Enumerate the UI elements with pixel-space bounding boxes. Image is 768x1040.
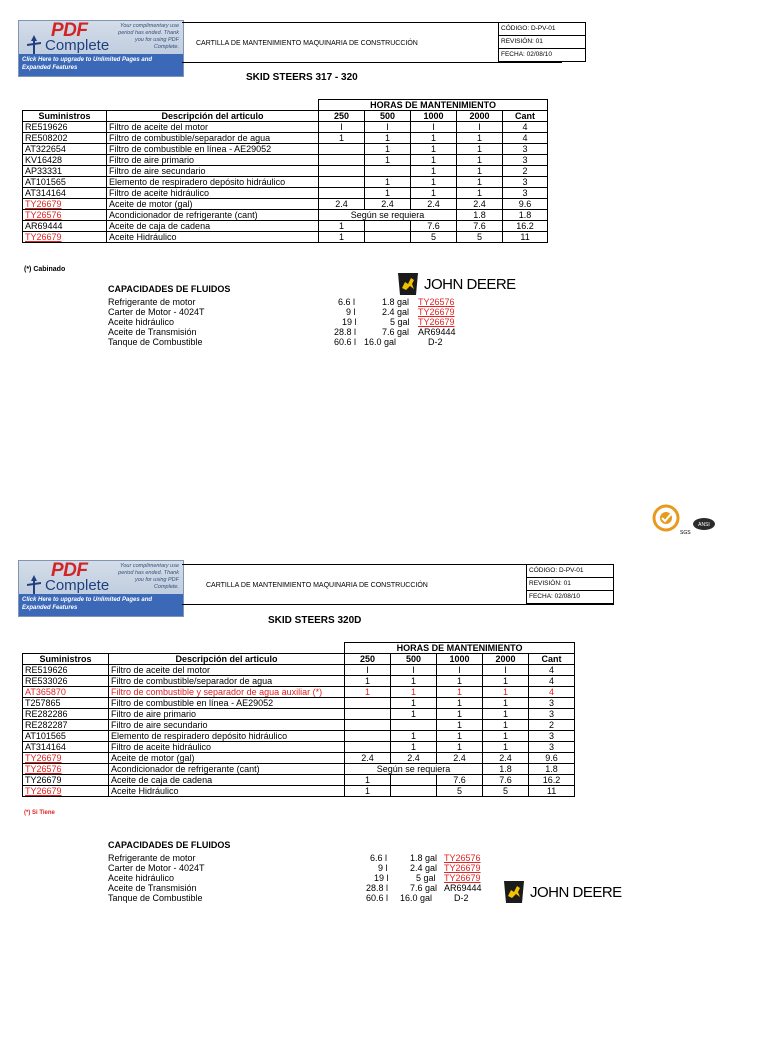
cell-1000: I: [411, 122, 457, 133]
cell-250: [345, 698, 391, 709]
cell-500: 1: [365, 155, 411, 166]
document-code: CÓDIGO: D-PV-01: [499, 23, 585, 36]
part-description: Aceite de caja de cadena: [107, 221, 319, 232]
cell-500: 2.4: [391, 753, 437, 764]
deer-icon: [502, 880, 526, 904]
fluid-name: Aceite hidráulico: [108, 317, 175, 327]
cell-1000: 5: [411, 232, 457, 243]
cell-1000: 1: [437, 676, 483, 687]
cell-cant: 11: [503, 232, 548, 243]
cell-250: [319, 155, 365, 166]
cell-cant: 3: [529, 731, 575, 742]
cell-2000: 7.6: [483, 775, 529, 786]
cell-1000: 1: [411, 155, 457, 166]
fluid-gallons: 16.0 gal: [400, 893, 433, 903]
cell-250: I: [345, 665, 391, 676]
cell-250: 1: [319, 221, 365, 232]
cell-2000: I: [483, 665, 529, 676]
cell-1000: 1: [411, 133, 457, 144]
cell-cant: 1.8: [503, 210, 548, 221]
fluid-row: [108, 853, 488, 863]
cell-250: 2.4: [345, 753, 391, 764]
fluid-ref-link[interactable]: TY26576: [418, 297, 455, 307]
fluid-liters: 6.6 l: [338, 297, 356, 307]
col-header-descripcion: Descripción del articulo: [107, 111, 319, 122]
col-header-cant: Cant: [503, 111, 548, 122]
part-number: TY26679: [23, 775, 109, 786]
cell-250: [345, 709, 391, 720]
cell-500: [365, 221, 411, 232]
cell-250: 1: [345, 687, 391, 698]
table-row: [23, 786, 575, 797]
pdf-banner-note: Your complimentary use period has ended. Thank you for using PDF Complete.: [118, 23, 179, 50]
fluid-row: [108, 893, 488, 903]
part-description: Filtro de aceite del motor: [109, 665, 345, 676]
part-number: AT365870: [23, 687, 109, 698]
part-number-link[interactable]: TY26679: [23, 232, 107, 243]
deer-icon: [396, 272, 420, 296]
cell-cant: 3: [503, 155, 548, 166]
cell-2000: 1: [483, 742, 529, 753]
cell-250: 2.4: [319, 199, 365, 210]
pdf-logo-subtitle: Complete: [45, 37, 110, 54]
john-deere-wordmark: JOHN DEERE: [530, 884, 622, 901]
part-number: AR69444: [23, 221, 107, 232]
cell-1000: 1: [411, 188, 457, 199]
section-title: SKID STEERS 317 - 320: [246, 72, 358, 83]
table-row: [23, 709, 575, 720]
col-header-1000: 1000: [411, 111, 457, 122]
fluid-liters: 28.8 l: [366, 883, 389, 893]
part-description: Filtro de aire primario: [107, 155, 319, 166]
cell-cant: 4: [529, 687, 575, 698]
cert-label: SGS: [680, 530, 691, 536]
cell-2000: 2.4: [483, 753, 529, 764]
cell-1000: 1: [411, 144, 457, 155]
cell-250: 1: [345, 786, 391, 797]
part-number: RE519626: [23, 122, 107, 133]
fluid-name: Refrigerante de motor: [108, 853, 196, 863]
document-date: FECHA: 02/08/10: [529, 593, 580, 600]
cell-500: 1: [365, 133, 411, 144]
fluid-gallons: 5 gal: [390, 317, 410, 327]
cell-250: 1: [345, 775, 391, 786]
header-bottom-rule: [182, 62, 562, 63]
fluid-gallons: 7.6 gal: [410, 883, 438, 893]
part-description: Filtro de aceite hidráulico: [109, 742, 345, 753]
cell-1000: 7.6: [411, 221, 457, 232]
table-row: [23, 232, 548, 243]
table-row: [23, 199, 548, 210]
cell-cant: 3: [529, 742, 575, 753]
cell-2000: 1: [457, 188, 503, 199]
cell-cant: 2: [529, 720, 575, 731]
cell-cant: 4: [503, 133, 548, 144]
part-description: Acondicionador de refrigerante (cant): [109, 764, 345, 775]
section-title: SKID STEERS 320D: [268, 615, 362, 626]
table-row: [23, 122, 548, 133]
table-row: [23, 676, 575, 687]
fluid-liters: 60.6 l: [334, 337, 357, 347]
part-number-link[interactable]: TY26679: [23, 753, 109, 764]
col-header-500: 500: [365, 111, 411, 122]
table-row: [23, 221, 548, 232]
cell-cant: 4: [529, 676, 575, 687]
fluid-name: Tanque de Combustible: [108, 893, 203, 903]
table-row: [23, 155, 548, 166]
part-number-link[interactable]: TY26679: [23, 786, 109, 797]
cell-1000: 5: [437, 786, 483, 797]
part-description: Aceite Hidráulico: [109, 786, 345, 797]
cell-cant: 11: [529, 786, 575, 797]
pdf-complete-logo: [23, 20, 115, 57]
pen-icon: [27, 575, 41, 595]
cell-cant: 3: [503, 177, 548, 188]
maintenance-table: [22, 99, 548, 243]
cell-2000: 1: [483, 709, 529, 720]
fluid-name: Aceite de Transmisión: [108, 327, 197, 337]
cell-500: 1: [391, 698, 437, 709]
cell-1000: 1: [437, 742, 483, 753]
fluid-ref-link[interactable]: TY26679: [444, 863, 481, 873]
document-revision: REVISIÓN: 01: [527, 578, 613, 591]
cell-cant: 4: [529, 665, 575, 676]
pdf-banner-note: Your complimentary use period has ended. Thank you for using PDF Complete.: [118, 563, 179, 590]
cell-2000: 1.8: [457, 210, 503, 221]
table-row: [23, 764, 575, 775]
part-number: AT322654: [23, 144, 107, 155]
part-description: Filtro de combustible en línea - AE29052: [109, 698, 345, 709]
cell-500: 1: [391, 687, 437, 698]
john-deere-wordmark: JOHN DEERE: [424, 276, 516, 293]
fluid-row: [108, 297, 468, 307]
table-row: [23, 144, 548, 155]
maintenance-table: [22, 642, 575, 797]
cell-500: [365, 232, 411, 243]
cell-250: [319, 144, 365, 155]
part-description: Filtro de aire secundario: [109, 720, 345, 731]
part-description: Filtro de aire primario: [109, 709, 345, 720]
cell-2000: 1: [457, 144, 503, 155]
col-header-250: 250: [319, 111, 365, 122]
document-date: FECHA: 02/08/10: [501, 51, 552, 58]
cell-2000: 1: [483, 698, 529, 709]
part-description: Elemento de respiradero depósito hidráulico: [107, 177, 319, 188]
fluid-gallons: 1.8 gal: [382, 297, 410, 307]
col-header-2000: 2000: [483, 654, 529, 665]
col-header-250: 250: [345, 654, 391, 665]
fluid-row: [108, 873, 488, 883]
table-footnote: (*) Si Tiene: [24, 810, 55, 816]
part-number: RE508202: [23, 133, 107, 144]
hours-group-header: HORAS DE MANTENIMIENTO: [319, 100, 548, 111]
part-number-link[interactable]: TY26576: [23, 764, 109, 775]
fluid-gallons: 2.4 gal: [382, 307, 410, 317]
cell-cant: 9.6: [503, 199, 548, 210]
cell-2000: 1: [483, 720, 529, 731]
cell-1000: 1: [437, 731, 483, 742]
cell-2000: 1.8: [483, 764, 529, 775]
cell-250: 1: [319, 232, 365, 243]
part-number-link[interactable]: TY26679: [23, 199, 107, 210]
cell-250: [345, 720, 391, 731]
cell-cant: 16.2: [503, 221, 548, 232]
cell-500: [365, 166, 411, 177]
pdf-complete-banner[interactable]: [18, 560, 184, 617]
col-header-500: 500: [391, 654, 437, 665]
cell-cant: 2: [503, 166, 548, 177]
upgrade-link[interactable]: Click Here to upgrade to Unlimited Pages and Expanded Features: [19, 54, 183, 76]
part-number: AP33331: [23, 166, 107, 177]
maintenance-sheet-2: [0, 540, 768, 1040]
table-row: [23, 742, 575, 753]
table-row: [23, 720, 575, 731]
cell-1000: 1: [411, 166, 457, 177]
part-number: RE519626: [23, 665, 109, 676]
cell-2000: 5: [483, 786, 529, 797]
fluid-row: [108, 307, 468, 317]
fluid-ref: D-2: [428, 337, 443, 347]
john-deere-logo: [502, 880, 622, 904]
cell-500: I: [365, 122, 411, 133]
cell-250: I: [319, 122, 365, 133]
fluid-ref-link[interactable]: TY26679: [418, 307, 455, 317]
fluid-ref-link[interactable]: TY26576: [444, 853, 481, 863]
table-row: [23, 133, 548, 144]
cell-cant: 3: [529, 709, 575, 720]
document-code-box: [526, 564, 614, 604]
cell-span-as-required: Según se requiera: [345, 764, 483, 775]
cell-2000: 1: [483, 676, 529, 687]
cell-cant: 3: [529, 698, 575, 709]
fluid-gallons: 2.4 gal: [410, 863, 438, 873]
col-header-suministros: Suministros: [23, 111, 107, 122]
cell-cant: 9.6: [529, 753, 575, 764]
part-description: Filtro de combustible y separador de agua auxiliar (*): [109, 687, 345, 698]
part-number: RE282286: [23, 709, 109, 720]
cell-2000: 5: [457, 232, 503, 243]
cell-2000: 1: [457, 166, 503, 177]
table-row: [23, 210, 548, 221]
fluid-ref: AR69444: [418, 327, 456, 337]
part-number: AT314164: [23, 188, 107, 199]
fluid-ref: D-2: [454, 893, 469, 903]
part-description: Filtro de combustible en línea - AE29052: [107, 144, 319, 155]
cell-250: [345, 742, 391, 753]
fluid-liters: 60.6 l: [366, 893, 389, 903]
table-row: [23, 166, 548, 177]
pdf-complete-banner[interactable]: [18, 20, 184, 77]
cell-1000: 1: [437, 720, 483, 731]
upgrade-link[interactable]: Click Here to upgrade to Unlimited Pages and Expanded Features: [19, 594, 183, 616]
table-row: [23, 665, 575, 676]
cell-cant: 1.8: [529, 764, 575, 775]
cell-1000: I: [437, 665, 483, 676]
fluid-name: Carter de Motor - 4024T: [108, 307, 205, 317]
document-code-box: [498, 22, 586, 62]
fluid-name: Refrigerante de motor: [108, 297, 196, 307]
pdf-logo-title: PDF: [51, 560, 88, 581]
cell-2000: 7.6: [457, 221, 503, 232]
cell-span-as-required: Según se requiera: [319, 210, 457, 221]
cell-1000: 7.6: [437, 775, 483, 786]
cell-500: 1: [365, 144, 411, 155]
table-row: [23, 698, 575, 709]
cell-500: 1: [365, 177, 411, 188]
document-title: CARTILLA DE MANTENIMIENTO MAQUINARIA DE CONSTRUCCIÓN: [206, 582, 428, 589]
part-description: Filtro de aceite hidráulico: [107, 188, 319, 199]
fluid-name: Aceite de Transmisión: [108, 883, 197, 893]
cell-2000: 1: [457, 155, 503, 166]
pdf-logo-title: PDF: [51, 20, 88, 41]
fluid-capacities: [108, 840, 488, 903]
cell-2000: I: [457, 122, 503, 133]
part-description: Acondicionador de refrigerante (cant): [107, 210, 319, 221]
cell-500: [391, 720, 437, 731]
certification-seals: [650, 504, 720, 534]
fluid-capacities-title: CAPACIDADES DE FLUIDOS: [108, 840, 231, 850]
cell-2000: 2.4: [457, 199, 503, 210]
table-row: [23, 188, 548, 199]
cell-500: 1: [391, 676, 437, 687]
cell-2000: 1: [483, 687, 529, 698]
pen-icon: [27, 35, 41, 55]
table-row-highlighted: [23, 687, 575, 698]
cell-cant: 3: [503, 144, 548, 155]
col-header-descripcion: Descripción del articulo: [109, 654, 345, 665]
table-row: [23, 753, 575, 764]
cell-250: 1: [345, 676, 391, 687]
pdf-complete-logo: [23, 560, 115, 597]
part-description: Aceite de motor (gal): [109, 753, 345, 764]
fluid-liters: 19 l: [342, 317, 357, 327]
cell-cant: 16.2: [529, 775, 575, 786]
part-description: Aceite de caja de cadena: [109, 775, 345, 786]
cell-cant: 4: [503, 122, 548, 133]
fluid-ref: AR69444: [444, 883, 482, 893]
table-row: [23, 775, 575, 786]
fluid-name: Aceite hidráulico: [108, 873, 175, 883]
cell-250: 1: [319, 133, 365, 144]
fluid-gallons: 5 gal: [416, 873, 436, 883]
table-row: [23, 177, 548, 188]
part-description: Filtro de combustible/separador de agua: [109, 676, 345, 687]
header-bottom-rule: [182, 604, 614, 605]
john-deere-logo: [396, 272, 516, 296]
cell-500: 1: [391, 742, 437, 753]
fluid-ref-link[interactable]: TY26679: [444, 873, 481, 883]
part-description: Aceite Hidráulico: [107, 232, 319, 243]
part-number-link[interactable]: TY26576: [23, 210, 107, 221]
fluid-row: [108, 317, 468, 327]
cell-250: [319, 166, 365, 177]
document-title: CARTILLA DE MANTENIMIENTO MAQUINARIA DE CONSTRUCCIÓN: [196, 40, 418, 47]
part-number: RE282287: [23, 720, 109, 731]
cell-cant: 3: [503, 188, 548, 199]
hours-group-header: HORAS DE MANTENIMIENTO: [345, 643, 575, 654]
part-number: AT101565: [23, 177, 107, 188]
cell-500: 2.4: [365, 199, 411, 210]
cell-500: 1: [391, 731, 437, 742]
col-header-cant: Cant: [529, 654, 575, 665]
cell-1000: 1: [437, 687, 483, 698]
fluid-name: Carter de Motor - 4024T: [108, 863, 205, 873]
cell-250: [319, 177, 365, 188]
table-footnote: (*) Cabinado: [24, 266, 66, 273]
part-description: Filtro de aceite del motor: [107, 122, 319, 133]
fluid-gallons: 16.0 gal: [364, 337, 397, 347]
fluid-row: [108, 327, 468, 337]
document-revision: REVISIÓN: 01: [499, 36, 585, 49]
part-number: AT314164: [23, 742, 109, 753]
fluid-name: Tanque de Combustible: [108, 337, 203, 347]
fluid-liters: 6.6 l: [370, 853, 388, 863]
fluid-liters: 28.8 l: [334, 327, 357, 337]
part-description: Aceite de motor (gal): [107, 199, 319, 210]
document-code: CÓDIGO: D-PV-01: [527, 565, 613, 578]
fluid-liters: 9 l: [346, 307, 356, 317]
cell-500: 1: [391, 709, 437, 720]
part-number: T257865: [23, 698, 109, 709]
pdf-logo-subtitle: Complete: [45, 577, 110, 594]
cell-500: [391, 775, 437, 786]
fluid-gallons: 1.8 gal: [410, 853, 438, 863]
fluid-row: [108, 863, 488, 873]
cell-1000: 2.4: [437, 753, 483, 764]
fluid-row: [108, 337, 468, 347]
cell-1000: 2.4: [411, 199, 457, 210]
fluid-gallons: 7.6 gal: [382, 327, 410, 337]
cell-2000: 1: [457, 177, 503, 188]
fluid-row: [108, 883, 488, 893]
fluid-liters: 19 l: [374, 873, 389, 883]
part-description: Filtro de combustible/separador de agua: [107, 133, 319, 144]
cell-250: [345, 731, 391, 742]
col-header-1000: 1000: [437, 654, 483, 665]
cell-1000: 1: [411, 177, 457, 188]
col-header-2000: 2000: [457, 111, 503, 122]
cell-500: 1: [365, 188, 411, 199]
cell-2000: 1: [457, 133, 503, 144]
cell-1000: 1: [437, 709, 483, 720]
cell-2000: 1: [483, 731, 529, 742]
part-number: KV16428: [23, 155, 107, 166]
col-header-suministros: Suministros: [23, 654, 109, 665]
cell-1000: 1: [437, 698, 483, 709]
part-number: AT101565: [23, 731, 109, 742]
cell-250: [319, 188, 365, 199]
svg-text:ANSI: ANSI: [698, 522, 710, 528]
fluid-liters: 9 l: [378, 863, 388, 873]
fluid-capacities-title: CAPACIDADES DE FLUIDOS: [108, 284, 231, 294]
part-number: RE533026: [23, 676, 109, 687]
cell-500: I: [391, 665, 437, 676]
part-description: Elemento de respiradero depósito hidráulico: [109, 731, 345, 742]
cell-500: [391, 786, 437, 797]
table-row: [23, 731, 575, 742]
fluid-ref-link[interactable]: TY26679: [418, 317, 455, 327]
part-description: Filtro de aire secundario: [107, 166, 319, 177]
